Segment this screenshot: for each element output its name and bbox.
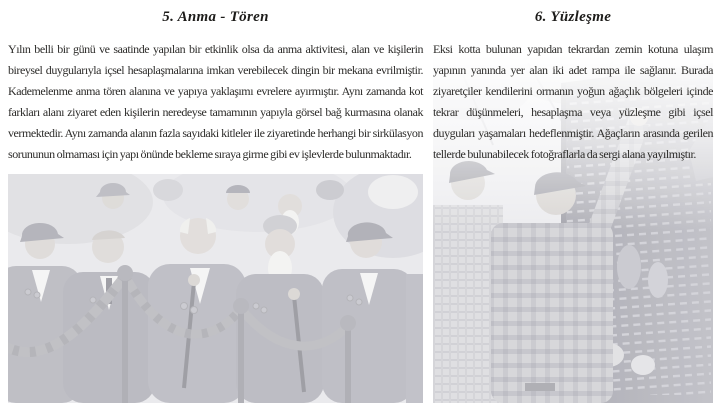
veterans-ceremony-illustration [8, 174, 423, 403]
section-heading-yuzlesme: 6. Yüzleşme [534, 9, 612, 25]
paragraph-anma-toren: Yılın belli bir günü ve saatinde yapılan bir etkinlik olsa da anma aktivitesi, alan ve kişilerin bireysel duygularıyla içsel hesaplaşmalarına imkan verebilecek dingin bir mekana evrilmiştir. Kademelenme anma tören alanına ve yapıya yaklaşımı evrelere ayırmıştır. Aynı zamanda kot farkları alanı ziyaret eden kişilerin neredeyse tamamının yapıyla görsel bağ kurmasına olanak vermektedir. Aynı zamanda alanın fazla sayıdaki kitleler ile ziyaretinde herhangi bir sirkülasyon sorununun olmaması için yapı önünde bekleme sıraya girme gibi ev işlevlerde bulunmaktadır. [8, 42, 423, 161]
veterans-ceremony-photo [8, 174, 423, 403]
section-heading-anma-toren: 5. Anma - Tören [162, 9, 269, 25]
paragraph-yuzlesme: Eksi kotta bulunan yapıdan tekrardan zemin kotuna ulaşım yapının yanında yer alan iki adet rampa ile sağlanır. Burada ziyaretçiler kendilerini ormanın yoğun ağaçlık bölgeleri içinde tekrar düşünmeleri, hesaplaşma veya yüzleşme gibi içsel duyguları yaşamaları hedeflenmiştir. Ağaçların arasında gerilen tellerde bulunabilecek fotoğraflarla da sergi alana yayılmıştır. [433, 42, 713, 161]
